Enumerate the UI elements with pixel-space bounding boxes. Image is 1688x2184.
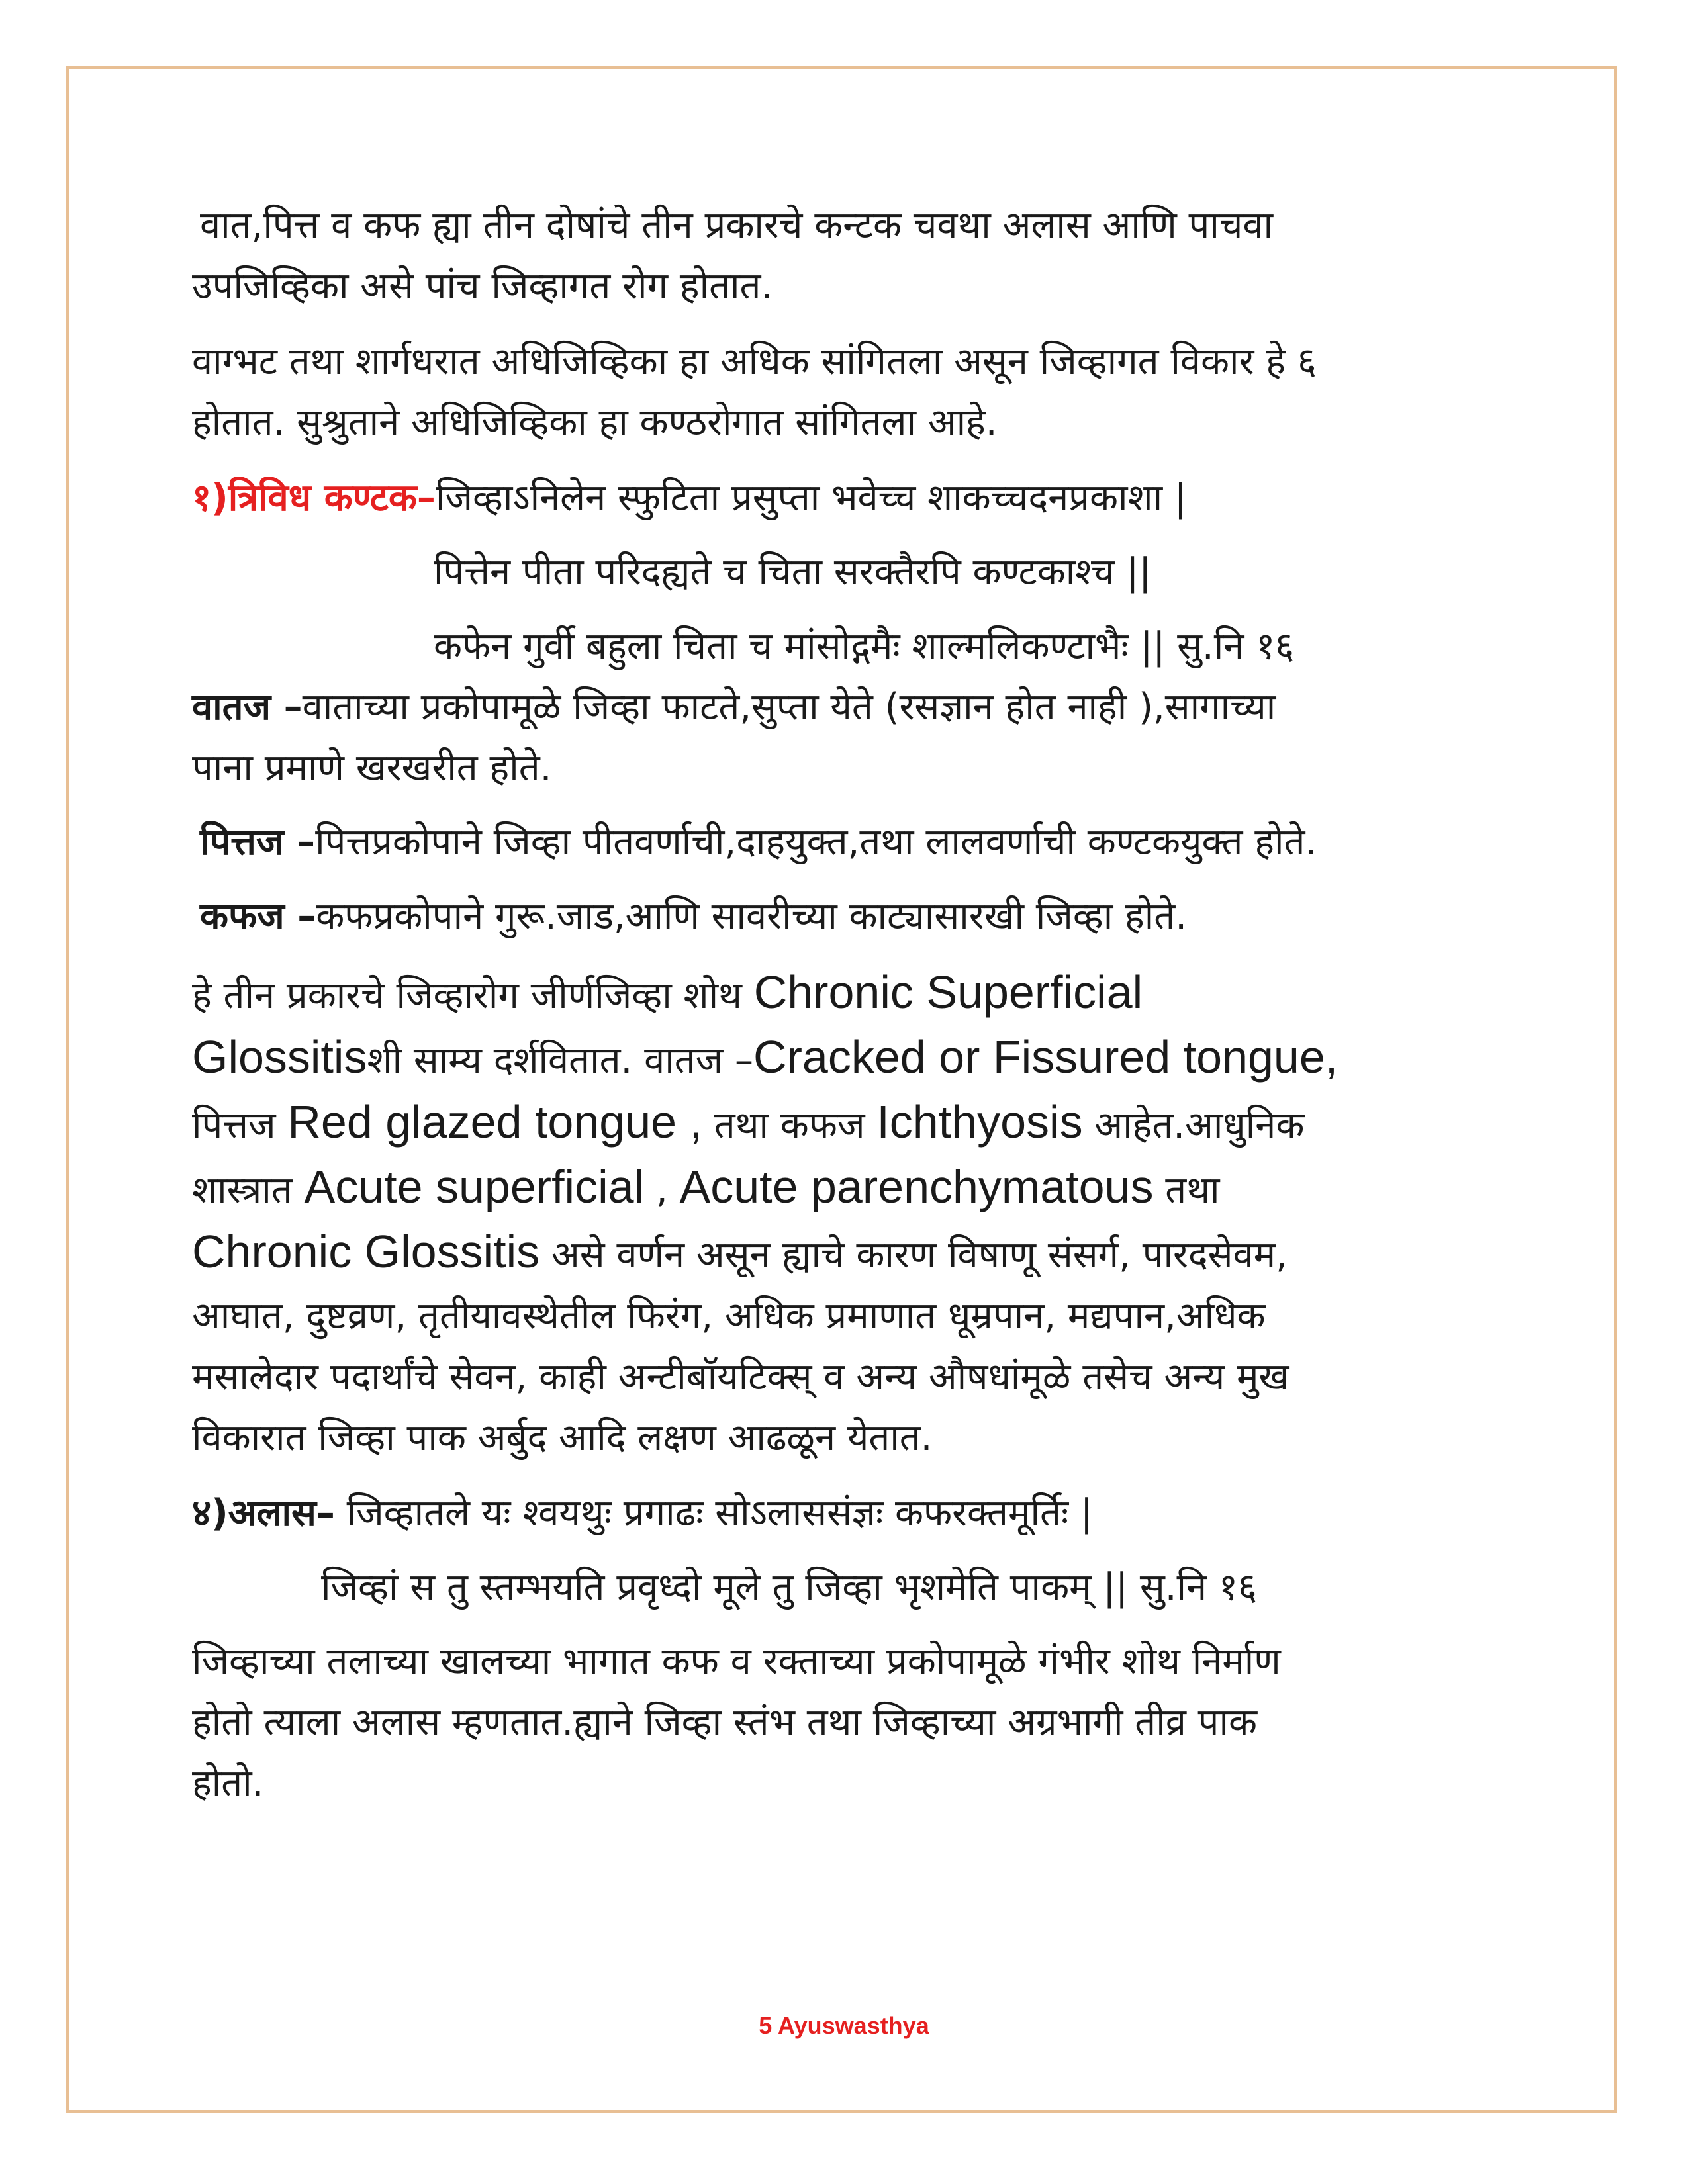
text-line: पाना प्रमाणे खरखरीत होते.: [192, 747, 552, 790]
english-term: Acute parenchymatous: [679, 1161, 1154, 1212]
shloka-line: जिव्हां स तु स्तम्भयति प्रवृध्दो मूले तु जिव्हा भृशमेति पाकम् || सु.नि १६: [321, 1566, 1258, 1609]
text-line: विकारात जिव्हा पाक अर्बुद आदि लक्षण आढळून येतात.: [192, 1416, 933, 1459]
text-run: शास्त्रात: [192, 1169, 305, 1212]
text-run: पित्तज: [192, 1104, 288, 1147]
english-term: Glossitis: [192, 1031, 367, 1083]
pittaja-text: पित्तप्रकोपाने जिव्हा पीतवर्णाची,दाहयुक्त,तथा लालवर्णाची कण्टकयुक्त होते.: [315, 821, 1317, 864]
section-heading-alasa: ४)अलास–: [192, 1492, 335, 1535]
text-line: वाग्भट तथा शार्गधरात अधिजिव्हिका हा अधिक सांगितला असून जिव्हागत विकार हे ६: [192, 340, 1317, 383]
vataja-label: वातज –: [192, 686, 303, 729]
kantaka-section: [192, 468, 1503, 947]
shloka-line: जिव्हाऽनिलेन स्फुटिता प्रसुप्ता भवेच्च शाकच्चदनप्रकाशा |: [435, 477, 1187, 520]
text-run: आहेत.आधुनिक: [1082, 1104, 1305, 1147]
section-heading-kantaka: १)त्रिविध कण्टक–: [192, 477, 436, 520]
text-run: तथा: [1153, 1169, 1220, 1212]
shloka-line: जिव्हातले यः श्वयथुः प्रगाढः सोऽलाससंज्ञः कफरक्तमूर्तिः |: [334, 1492, 1093, 1535]
page-content: [192, 195, 1503, 1829]
text-run: हे तीन प्रकारचे जिव्हारोग जीर्णजिव्हा शोथ: [192, 974, 754, 1017]
text-line: आघात, दुष्टव्रण, तृतीयावस्थेतील फिरंग, अधिक प्रमाणात धूम्रपान, मद्यपान,अधिक: [192, 1295, 1266, 1338]
vataja-text: वाताच्या प्रकोपामूळे जिव्हा फाटते,सुप्ता येते (रसज्ञान होत नाही ),सागाच्या: [302, 686, 1276, 729]
pittaja-label: पित्तज –: [200, 821, 316, 864]
text-line: होतात. सुश्रुताने अधिजिव्हिका हा कण्ठरोगात सांगितला आहे.: [192, 401, 998, 444]
text-line: उपजिव्हिका असे पांच जिव्हागत रोग होतात.: [192, 265, 773, 308]
text-run: तथा कफज: [702, 1104, 877, 1147]
english-term: Chronic Glossitis: [192, 1226, 540, 1277]
english-term: Cracked or Fissured tongue,: [753, 1031, 1338, 1083]
text-run: असे वर्णन असून ह्याचे कारण विषाणू संसर्ग, पारदसेवम,: [539, 1234, 1288, 1277]
english-term: Chronic Superficial: [753, 966, 1143, 1018]
shloka-line: कफेन गुर्वी बहुला चिता च मांसोद्गमैः शाल्मलिकण्टाभैः || सु.नि १६: [434, 625, 1295, 668]
text-line: होतो त्याला अलास म्हणतात.ह्याने जिव्हा स्तंभ तथा जिव्हाच्या अग्रभागी तीव्र पाक: [192, 1701, 1257, 1744]
shloka-line: पित्तेन पीता परिदह्यते च चिता सरक्तैरपि कण्टकाश्च ||: [434, 551, 1152, 594]
text-line: जिव्हाच्या तलाच्या खालच्या भागात कफ व रक्ताच्या प्रकोपामूळे गंभीर शोथ निर्माण: [192, 1640, 1281, 1683]
adhijivhika-paragraph: [192, 332, 1503, 453]
alasa-section: [192, 1483, 1503, 1814]
text-line: वात,पित्त व कफ ह्या तीन दोषांचे तीन प्रकारचे कन्टक चवथा अलास आणि पाचवा: [200, 204, 1274, 247]
kaphaja-text: कफप्रकोपाने गुरू.जाड,आणि सावरीच्या काट्यासारखी जिव्हा होते.: [316, 895, 1188, 938]
page-footer: 5 Ayuswasthya: [759, 2012, 929, 2039]
english-term: Ichthyosis: [876, 1096, 1083, 1148]
intro-paragraph: [192, 195, 1503, 317]
text-run: ,: [644, 1169, 680, 1212]
english-term: Red glazed tongue ,: [287, 1096, 702, 1148]
english-term: Acute superficial: [304, 1161, 645, 1212]
text-run: शी साम्य दर्शवितात. वातज –: [367, 1039, 754, 1082]
kaphaja-label: कफज –: [200, 895, 316, 938]
text-line: होतो.: [192, 1762, 264, 1805]
text-line: मसालेदार पदार्थांचे सेवन, काही अन्टीबॉयटिक्स् व अन्य औषधांमूळे तसेच अन्य मुख: [192, 1355, 1289, 1398]
modern-correlation-paragraph: [192, 962, 1503, 1469]
